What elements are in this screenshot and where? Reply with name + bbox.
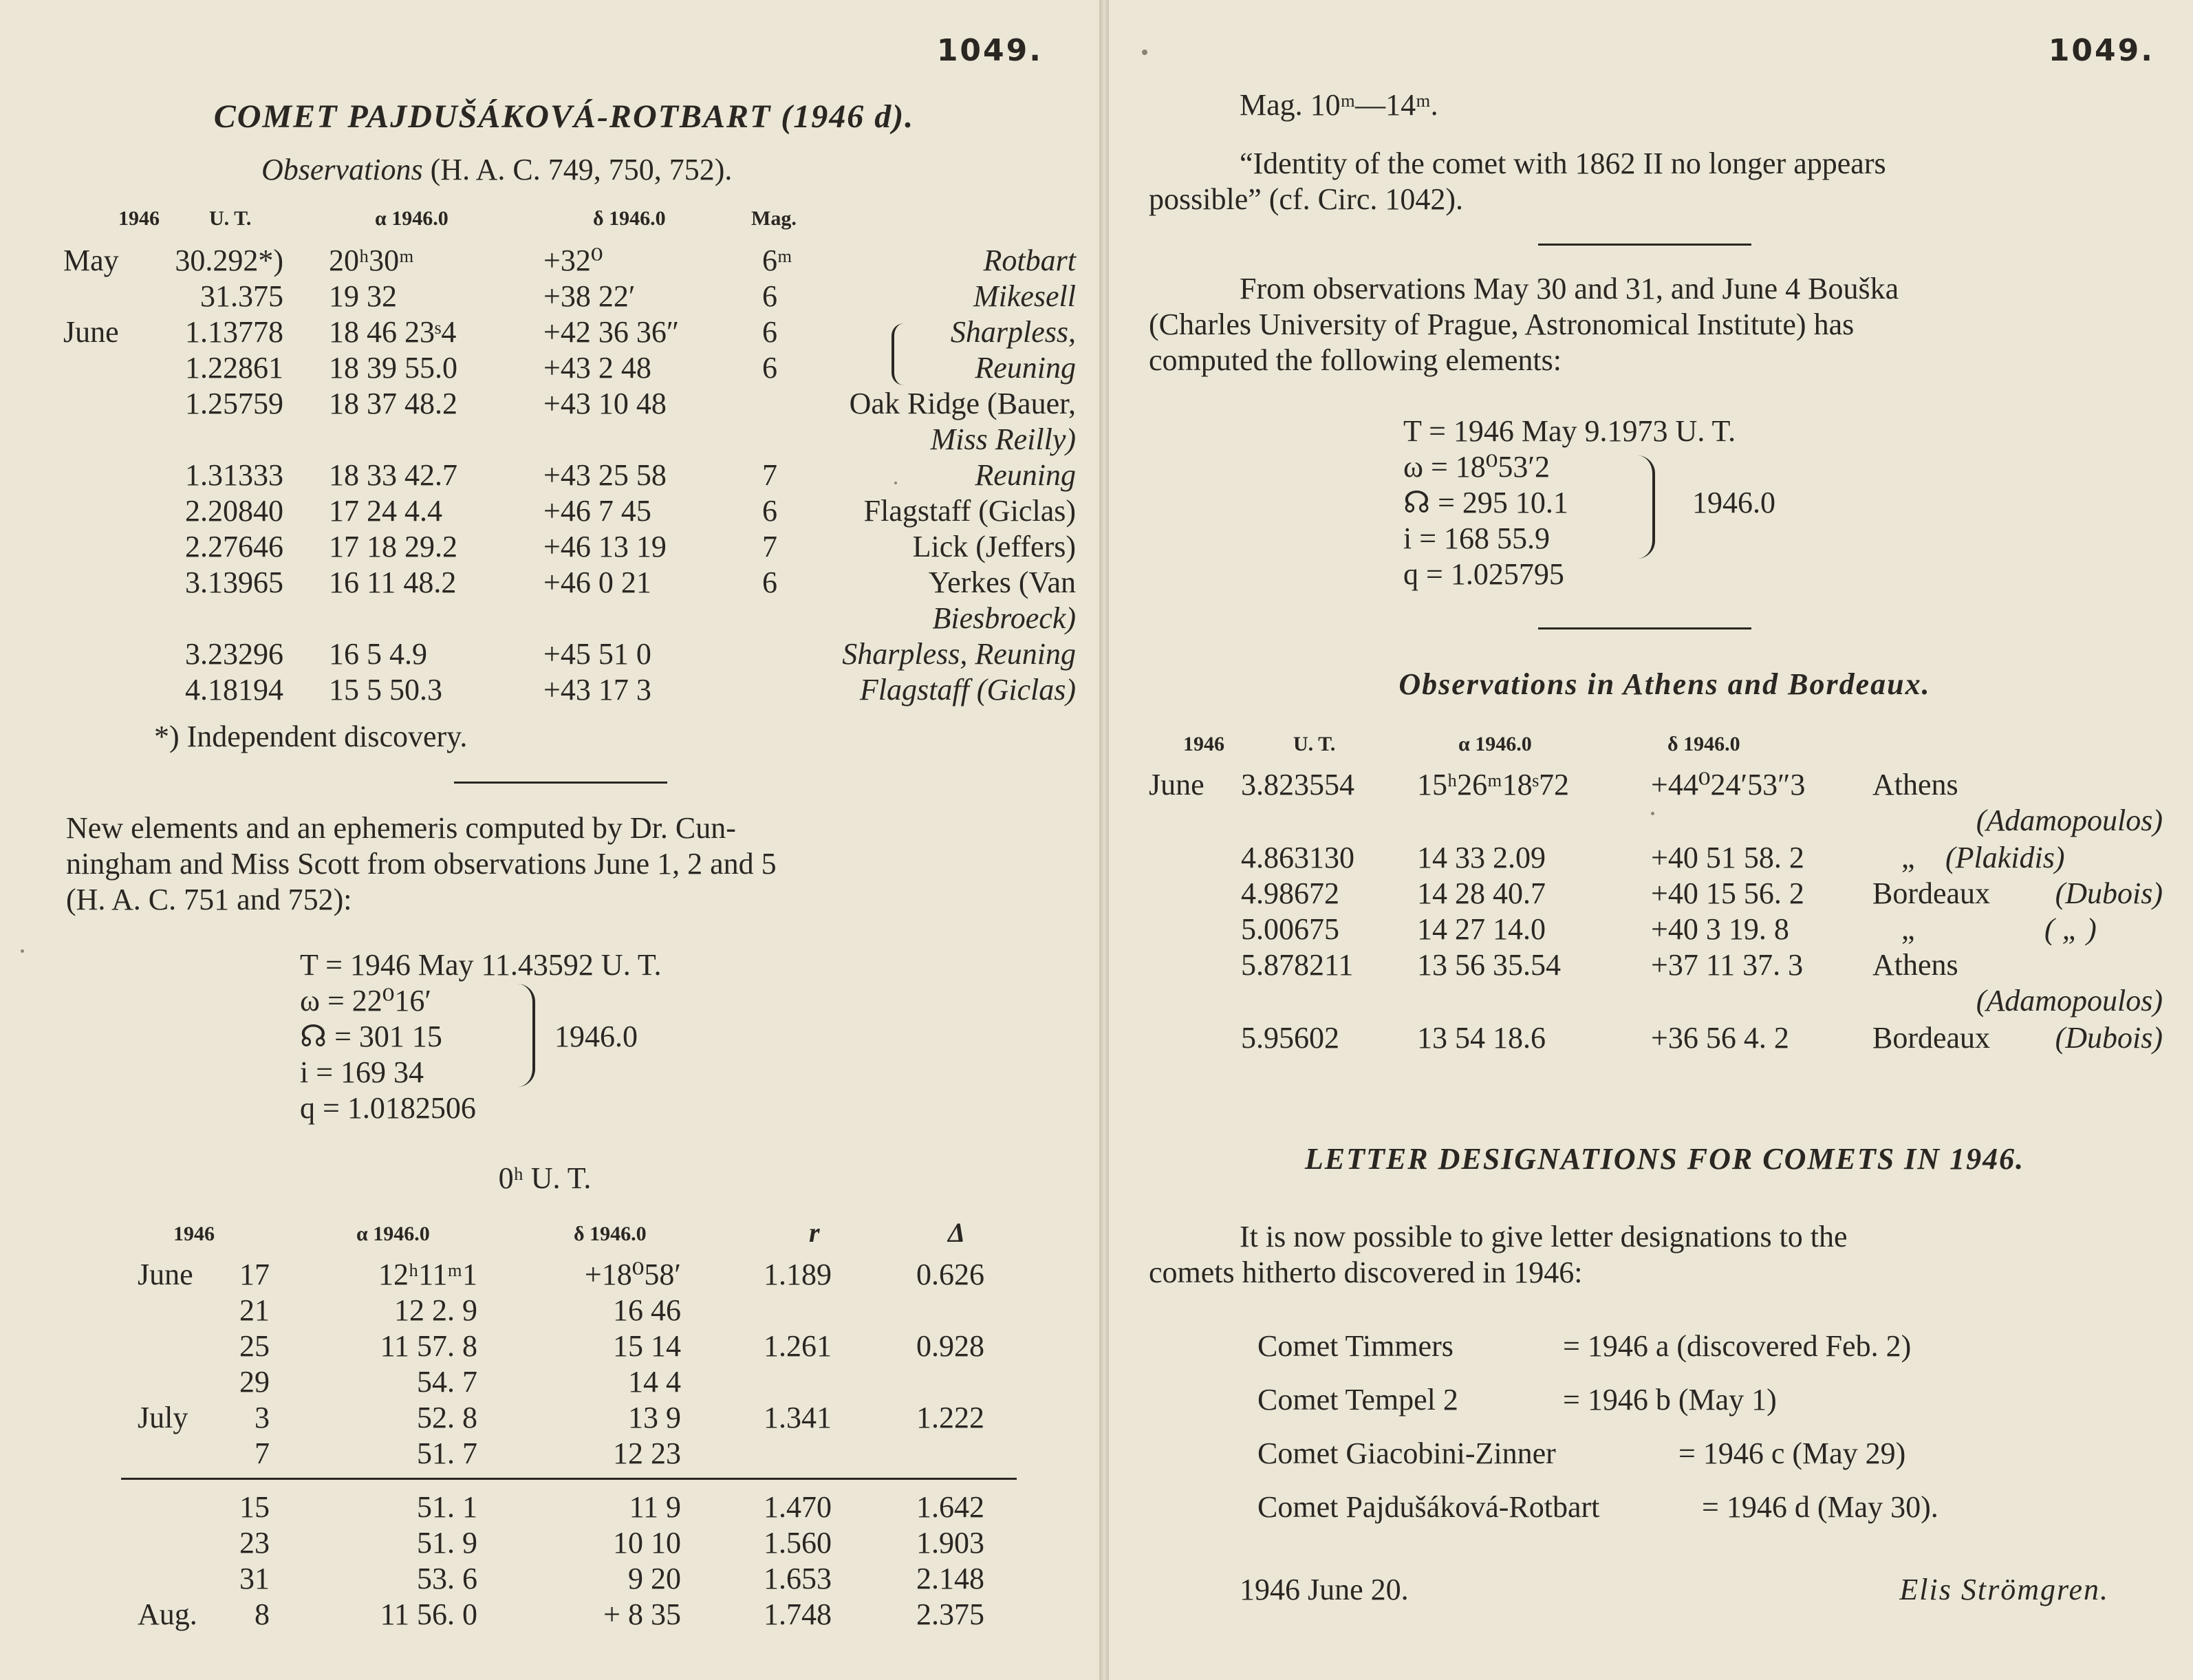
eph-ra: 52. 8: [417, 1401, 477, 1434]
obs-observer: ( „ ): [2044, 912, 2097, 946]
obs-mag: 6: [762, 566, 777, 599]
designation-comet: Comet Giacobini-Zinner: [1257, 1436, 1556, 1470]
eph-day: 8: [255, 1597, 270, 1631]
eph-ra: 51. 1: [417, 1490, 477, 1524]
obs-observer-cont: Biesbroeck): [932, 601, 1076, 635]
designation-value: = 1946 d (May 30).: [1702, 1490, 1938, 1524]
eph-dec: 10 10: [613, 1526, 681, 1560]
obs-ra: 18 39 55.0: [329, 351, 457, 385]
page-number: 1049.: [2048, 33, 2154, 68]
eph-month: Aug.: [138, 1597, 197, 1631]
element-node: ☊ = 301 15: [300, 1020, 442, 1053]
obs-date: 5.95602: [1241, 1021, 1339, 1055]
paper-speck: [21, 949, 24, 953]
eph-day: 7: [255, 1436, 270, 1470]
eph-ra: 53. 6: [417, 1562, 477, 1595]
obs-dec: +32⁰: [543, 244, 603, 277]
eph-delta: 2.375: [916, 1597, 984, 1631]
col-header: δ 1946.0: [593, 207, 666, 230]
obs-mag: 6: [762, 351, 777, 385]
obs-dec: +46 7 45: [543, 494, 651, 528]
bouska-line: computed the following elements:: [1149, 343, 1562, 377]
observations-heading-ref: (H. A. C. 749, 750, 752).: [422, 153, 733, 186]
obs-date: 4.98672: [1241, 876, 1339, 910]
obs-dec: +46 13 19: [543, 530, 667, 563]
obs-observer: (Dubois): [2055, 1021, 2163, 1055]
right-page: [1109, 0, 2193, 1680]
eph-ra: 54. 7: [417, 1365, 477, 1399]
eph-day: 23: [239, 1526, 270, 1560]
obs-mag: 6: [762, 494, 777, 528]
observations-title: Observations in Athens and Bordeaux.: [1398, 667, 1931, 701]
element-q: q = 1.025795: [1403, 557, 1564, 591]
section-divider: [1538, 244, 1751, 246]
comet-title: COMET PAJDUŠÁKOVÁ-ROTBART (1946 d).: [213, 98, 915, 135]
obs-ra: 16 11 48.2: [329, 566, 457, 599]
obs-date: 4.18194: [185, 673, 283, 707]
eph-r: 1.470: [764, 1490, 832, 1524]
eph-r: 1.653: [764, 1562, 832, 1595]
elements-paragraph-line: New elements and an ephemeris computed by Dr. Cun-: [66, 811, 736, 845]
obs-ra: 13 54 18.6: [1417, 1021, 1546, 1055]
obs-date: 4.863130: [1241, 841, 1354, 874]
obs-observer: Reuning: [975, 458, 1076, 492]
designation-value: = 1946 b (May 1): [1563, 1383, 1777, 1417]
col-header: δ 1946.0: [1667, 733, 1740, 755]
eph-dec: 12 23: [613, 1436, 681, 1470]
obs-date: 2.20840: [185, 494, 283, 528]
element-epoch: 1946.0: [1692, 486, 1775, 519]
eph-header: 1946: [173, 1223, 215, 1245]
obs-dec: +36 56 4. 2: [1651, 1021, 1789, 1055]
obs-ra: 18 46 23ˢ4: [329, 315, 457, 349]
obs-ra: 15 5 50.3: [329, 673, 442, 707]
eph-day: 3: [255, 1401, 270, 1434]
obs-dec: +38 22′: [543, 279, 636, 313]
obs-observer: Yerkes (Van: [928, 566, 1076, 599]
element-q: q = 1.0182506: [300, 1091, 476, 1125]
eph-r: 1.189: [764, 1258, 832, 1291]
obs-dec: +43 2 48: [543, 351, 651, 385]
signature: Elis Strömgren.: [1899, 1573, 2109, 1606]
eph-month: June: [138, 1258, 193, 1291]
obs-mag: 6: [762, 315, 777, 349]
eph-delta: 0.928: [916, 1329, 984, 1363]
eph-dec: 13 9: [628, 1401, 681, 1434]
obs-place: Bordeaux: [1872, 1021, 1991, 1055]
obs-date: 30.292*): [175, 244, 283, 277]
eph-day: 17: [239, 1258, 270, 1291]
eph-day: 21: [239, 1293, 270, 1327]
eph-dec: +18⁰58′: [584, 1258, 681, 1291]
obs-observer: Oak Ridge (Bauer,: [849, 387, 1076, 420]
obs-date: 31.375: [200, 279, 283, 313]
paper-speck: [1651, 812, 1654, 815]
eph-ra: 51. 9: [417, 1526, 477, 1560]
eph-r: 1.341: [764, 1401, 832, 1434]
col-header: 1946: [118, 207, 160, 230]
col-header: U. T.: [209, 207, 252, 230]
element-i: i = 168 55.9: [1403, 521, 1551, 555]
obs-ra: 15ʰ26ᵐ18ˢ72: [1417, 768, 1569, 801]
eph-r: 1.261: [764, 1329, 832, 1363]
obs-mag: 7: [762, 458, 777, 492]
obs-date: 3.823554: [1241, 768, 1354, 801]
obs-observer: Sharpless, Reuning: [842, 637, 1076, 671]
obs-dec: +43 25 58: [543, 458, 667, 492]
col-header: 1946: [1183, 733, 1224, 755]
eph-dec: 11 9: [629, 1490, 681, 1524]
ephemeris-rule: [121, 1478, 1017, 1480]
obs-date: 1.31333: [185, 458, 283, 492]
obs-ra: 18 33 42.7: [329, 458, 457, 492]
bouska-line: From observations May 30 and 31, and June 4 Bouška: [1240, 272, 1899, 305]
eph-dec: 15 14: [613, 1329, 681, 1363]
eph-dec: + 8 35: [603, 1597, 681, 1631]
eph-r: 1.560: [764, 1526, 832, 1560]
designation-comet: Comet Tempel 2: [1257, 1383, 1458, 1417]
eph-ra: 51. 7: [417, 1436, 477, 1470]
obs-month: June: [63, 315, 119, 349]
eph-day: 25: [239, 1329, 270, 1363]
eph-day: 15: [239, 1490, 270, 1524]
col-header: Mag.: [751, 207, 797, 230]
obs-dec: +46 0 21: [543, 566, 651, 599]
obs-dec: +37 11 37. 3: [1651, 948, 1804, 982]
circular-date: 1946 June 20.: [1240, 1573, 1409, 1606]
obs-ra: 14 27 14.0: [1417, 912, 1546, 946]
brace-elements: [517, 984, 535, 1087]
obs-ra: 20ʰ30ᵐ: [329, 244, 414, 277]
obs-dec: +45 51 0: [543, 637, 651, 671]
eph-delta: 2.148: [916, 1562, 984, 1595]
obs-observer: Flagstaff (Giclas): [859, 673, 1076, 707]
col-header: U. T.: [1293, 733, 1336, 755]
obs-place: „: [1901, 841, 1915, 874]
obs-place: „: [1901, 912, 1915, 946]
obs-dec: +44⁰24′53″3: [1651, 768, 1806, 801]
obs-dec: +40 51 58. 2: [1651, 841, 1804, 874]
obs-observer: Rotbart: [983, 244, 1076, 277]
eph-delta: 1.642: [916, 1490, 984, 1524]
footnote: *) Independent discovery.: [154, 720, 468, 753]
designation-value: = 1946 a (discovered Feb. 2): [1563, 1329, 1912, 1363]
eph-dec: 9 20: [628, 1562, 681, 1595]
eph-dec: 14 4: [628, 1365, 681, 1399]
obs-dec: +40 3 19. 8: [1651, 912, 1789, 946]
obs-month: May: [63, 244, 119, 277]
element-epoch: 1946.0: [554, 1020, 638, 1053]
elements-paragraph-line: ningham and Miss Scott from observations June 1, 2 and 5: [66, 847, 777, 881]
obs-observer: (Adamopoulos): [1976, 984, 2163, 1017]
obs-month: June: [1149, 768, 1204, 801]
obs-observer: (Adamopoulos): [1976, 804, 2163, 837]
obs-date: 1.25759: [185, 387, 283, 420]
eph-header: Δ: [948, 1217, 966, 1248]
eph-header: α 1946.0: [356, 1223, 430, 1245]
obs-date: 3.13965: [185, 566, 283, 599]
letter-intro-line: It is now possible to give letter designations to the: [1240, 1220, 1848, 1253]
obs-date: 5.878211: [1241, 948, 1354, 982]
eph-day: 29: [239, 1365, 270, 1399]
paper-speck: [1142, 50, 1147, 55]
obs-ra: 16 5 4.9: [329, 637, 427, 671]
element-omega: ω = 22⁰16′: [300, 984, 432, 1017]
observations-heading: [261, 153, 732, 187]
eph-ra: 12 2. 9: [394, 1293, 477, 1327]
obs-ra: 19 32: [329, 279, 397, 313]
obs-ra: 17 18 29.2: [329, 530, 457, 563]
obs-mag: 6ᵐ: [762, 244, 792, 277]
eph-r: 1.748: [764, 1597, 832, 1631]
obs-date: 1.22861: [185, 351, 283, 385]
obs-dec: +43 10 48: [543, 387, 667, 420]
obs-date: 2.27646: [185, 530, 283, 563]
obs-dec: +43 17 3: [543, 673, 651, 707]
eph-delta: 1.903: [916, 1526, 984, 1560]
designation-value: = 1946 c (May 29): [1678, 1436, 1906, 1470]
obs-ra: 14 28 40.7: [1417, 876, 1546, 910]
eph-ra: 11 57. 8: [380, 1329, 477, 1363]
obs-ra: 13 56 35.54: [1417, 948, 1561, 982]
eph-delta: 0.626: [916, 1258, 984, 1291]
element-node: ☊ = 295 10.1: [1403, 486, 1568, 519]
bouska-line: (Charles University of Prague, Astronomical Institute) has: [1149, 308, 1855, 341]
obs-dec: +40 15 56. 2: [1651, 876, 1804, 910]
paper-speck: [894, 482, 897, 484]
eph-ra: 11 56. 0: [380, 1597, 477, 1631]
obs-observer: (Dubois): [2055, 876, 2163, 910]
obs-mag: 7: [762, 530, 777, 563]
page-number: 1049.: [936, 33, 1043, 68]
section-divider: [454, 782, 667, 784]
eph-day: 31: [239, 1562, 270, 1595]
magnitude-line: Mag. 10ᵐ—14ᵐ.: [1240, 88, 1438, 122]
obs-observer: Sharpless,: [950, 315, 1076, 349]
obs-date: 5.00675: [1241, 912, 1339, 946]
quote-line: “Identity of the comet with 1862 II no longer appears: [1240, 147, 1886, 180]
obs-ra: 17 24 4.4: [329, 494, 442, 528]
obs-ra: 18 37 48.2: [329, 387, 457, 420]
eph-dec: 16 46: [613, 1293, 681, 1327]
col-header: α 1946.0: [375, 207, 449, 230]
element-i: i = 169 34: [300, 1055, 424, 1089]
obs-ra: 14 33 2.09: [1417, 841, 1546, 874]
letter-designations-title: LETTER DESIGNATIONS FOR COMETS IN 1946.: [1304, 1142, 2025, 1176]
brace-elements: [1637, 455, 1655, 559]
elements-paragraph-line: (H. A. C. 751 and 752):: [66, 883, 352, 916]
brace-sharpless-reuning: [892, 323, 904, 385]
eph-header: δ 1946.0: [574, 1223, 647, 1245]
obs-observer: Mikesell: [973, 279, 1076, 313]
element-omega: ω = 18⁰53′2: [1403, 450, 1551, 484]
obs-observer-cont: Miss Reilly): [930, 422, 1076, 456]
obs-place: Athens: [1872, 768, 1958, 801]
obs-date: 1.13778: [185, 315, 283, 349]
obs-observer: (Plakidis): [1945, 841, 2065, 874]
obs-date: 3.23296: [185, 637, 283, 671]
eph-ra: 12ʰ11ᵐ1: [378, 1258, 477, 1291]
letter-intro-line: comets hitherto discovered in 1946:: [1149, 1256, 1583, 1289]
obs-observer: Lick (Jeffers): [912, 530, 1076, 563]
designation-comet: Comet Timmers: [1257, 1329, 1454, 1363]
obs-place: Athens: [1872, 948, 1958, 982]
section-divider: [1538, 627, 1751, 629]
eph-delta: 1.222: [916, 1401, 984, 1434]
obs-observer: Reuning: [975, 351, 1076, 385]
element-T: T = 1946 May 11.43592 U. T.: [300, 948, 662, 982]
quote-line: possible” (cf. Circ. 1042).: [1149, 182, 1463, 216]
obs-mag: 6: [762, 279, 777, 313]
eph-header: r: [809, 1217, 820, 1248]
obs-dec: +42 36 36″: [543, 315, 680, 349]
element-T: T = 1946 May 9.1973 U. T.: [1403, 414, 1736, 448]
obs-observer: Flagstaff (Giclas): [863, 494, 1076, 528]
designation-comet: Comet Pajdušáková-Rotbart: [1257, 1490, 1600, 1524]
col-header: α 1946.0: [1458, 733, 1532, 755]
eph-month: July: [138, 1401, 188, 1434]
obs-place: Bordeaux: [1872, 876, 1991, 910]
observations-heading-label: Observations: [261, 153, 423, 186]
ephemeris-title: 0ʰ U. T.: [498, 1161, 592, 1195]
